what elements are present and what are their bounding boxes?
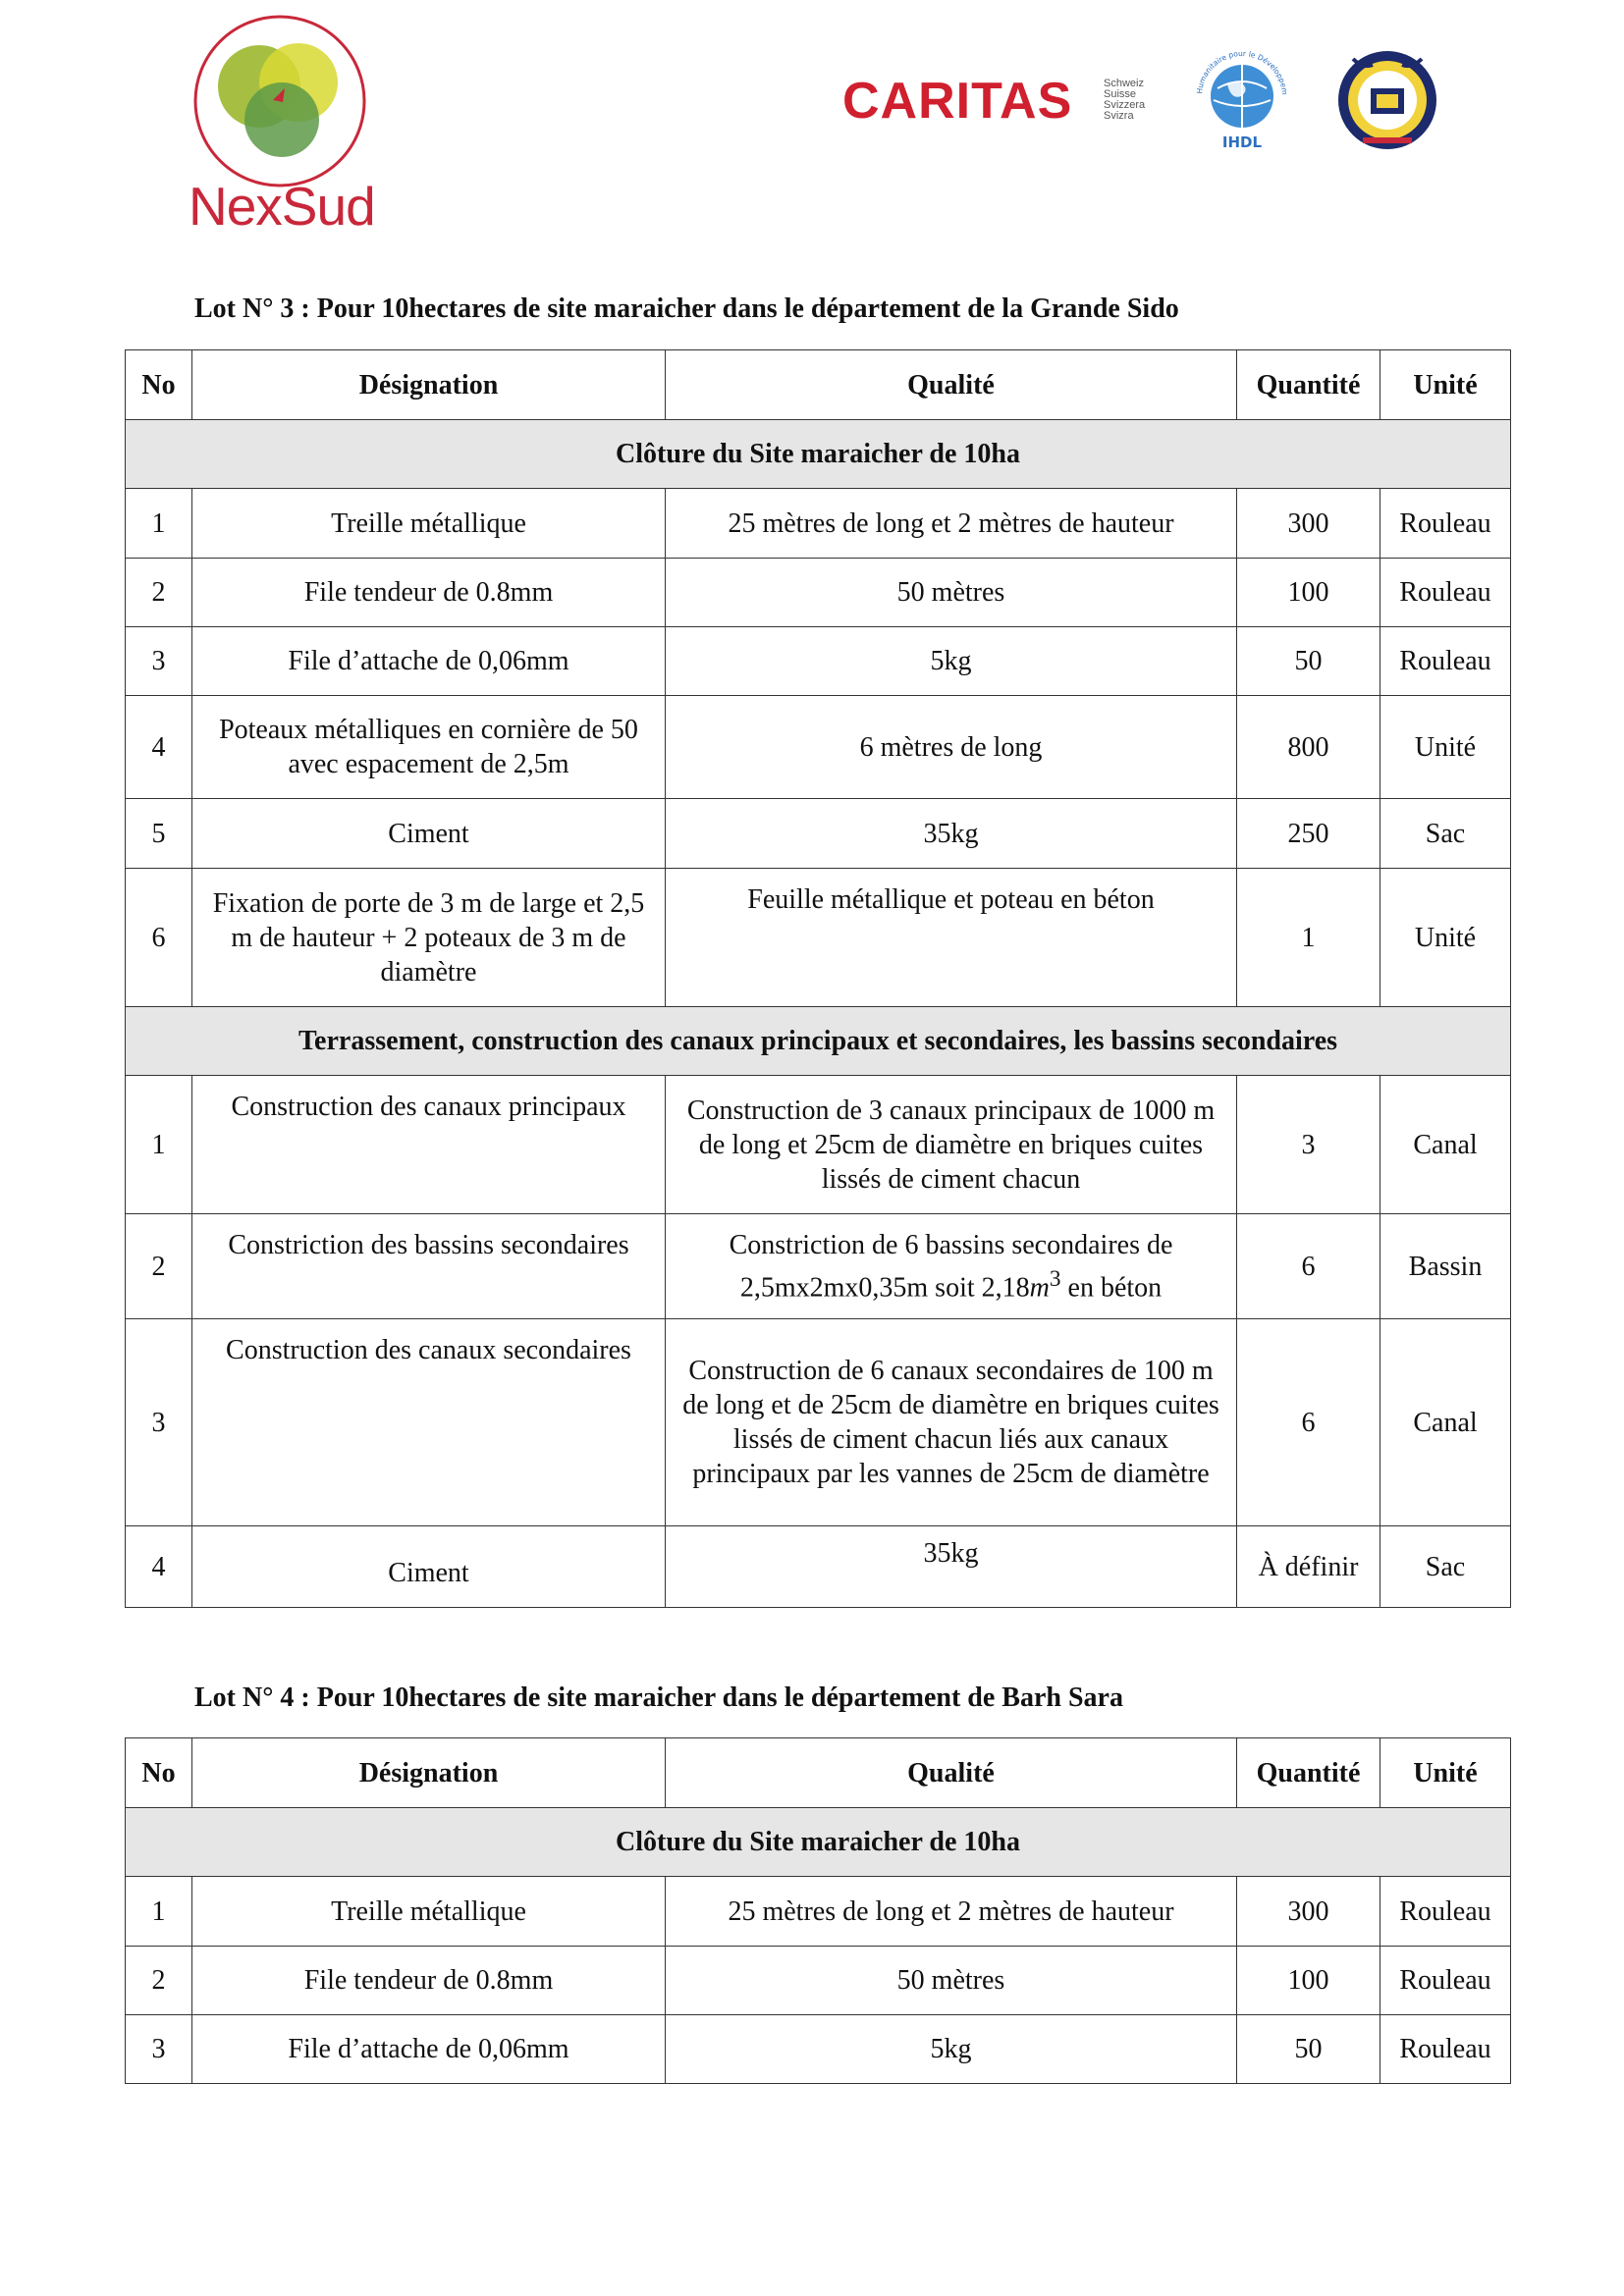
cell-no: 2 <box>126 1947 192 2015</box>
table-row <box>126 559 1511 627</box>
lot4-title: Lot N° 4 : Pour 10hectares de site maraicher dans le département de Barh Sara <box>194 1682 1123 1713</box>
column-header-designation: Désignation <box>192 1738 666 1808</box>
cell-unite: Rouleau <box>1380 559 1511 627</box>
cell-quantite: 800 <box>1237 696 1380 799</box>
cell-no: 6 <box>126 869 192 1007</box>
cell-quantite: 3 <box>1237 1076 1380 1214</box>
cell-no: 3 <box>126 1319 192 1526</box>
cell-unite: Bassin <box>1380 1214 1511 1319</box>
column-header-unite: Unité <box>1380 1738 1511 1808</box>
cell-quantite: 250 <box>1237 799 1380 869</box>
section-row <box>126 420 1511 489</box>
cell-quantite: 50 <box>1237 2015 1380 2084</box>
cell-no: 4 <box>126 696 192 799</box>
cell-quantite: 1 <box>1237 869 1380 1007</box>
cell-no: 4 <box>126 1526 192 1608</box>
nexsud-wordmark: NexSud <box>189 176 375 237</box>
caritas-languages: Schweiz Suisse Svizzera Svizra <box>1104 78 1146 122</box>
cell-quantite: 300 <box>1237 489 1380 559</box>
cell-unite: Unité <box>1380 869 1511 1007</box>
cell-designation: Fixation de porte de 3 m de large et 2,5 m de hauteur + 2 poteaux de 3 m de diamètre <box>192 869 666 1007</box>
table-row <box>126 489 1511 559</box>
cell-unite: Canal <box>1380 1319 1511 1526</box>
table-header-row <box>126 1738 1511 1808</box>
cell-qualite: 5kg <box>666 2015 1237 2084</box>
column-header-quantite: Quantité <box>1237 350 1380 420</box>
lot3-table <box>125 349 1511 1608</box>
cell-no: 1 <box>126 1076 192 1214</box>
lot4-table <box>125 1737 1511 2084</box>
cell-unite: Unité <box>1380 696 1511 799</box>
cell-no: 1 <box>126 1877 192 1947</box>
cell-qualite: Construction de 6 canaux secondaires de 100 m de long et de 25cm de diamètre en briques cuites lissés de ciment chacun liés aux canaux principaux par les vannes de 25cm de diamètre <box>666 1319 1237 1526</box>
cell-qualite: 5kg <box>666 627 1237 696</box>
cell-unite: Rouleau <box>1380 1947 1511 2015</box>
section-row <box>126 1007 1511 1076</box>
nexsud-emblem-icon <box>189 10 371 192</box>
column-header-no: No <box>126 350 192 420</box>
cell-qualite: 25 mètres de long et 2 mètres de hauteur <box>666 1877 1237 1947</box>
section-title: Terrassement, construction des canaux principaux et secondaires, les bassins secondaires <box>126 1007 1511 1076</box>
cell-unite: Sac <box>1380 799 1511 869</box>
svg-text:IHDL: IHDL <box>1221 133 1263 151</box>
table-header-row <box>126 350 1511 420</box>
cell-quantite: 300 <box>1237 1877 1380 1947</box>
column-header-qualite: Qualité <box>666 350 1237 420</box>
cell-unite: Rouleau <box>1380 1877 1511 1947</box>
table-row <box>126 1947 1511 2015</box>
lot3-title: Lot N° 3 : Pour 10hectares de site maraicher dans le département de la Grande Sido <box>194 294 1179 324</box>
cell-qualite: 6 mètres de long <box>666 696 1237 799</box>
cell-designation: File tendeur de 0.8mm <box>192 1947 666 2015</box>
cell-designation: File d’attache de 0,06mm <box>192 627 666 696</box>
cell-designation: Treille métallique <box>192 489 666 559</box>
column-header-no: No <box>126 1738 192 1808</box>
cell-no: 3 <box>126 2015 192 2084</box>
cell-designation: Construction des canaux secondaires <box>192 1319 666 1526</box>
cell-unite: Rouleau <box>1380 627 1511 696</box>
section-title: Clôture du Site maraicher de 10ha <box>126 1808 1511 1877</box>
cell-qualite: 50 mètres <box>666 559 1237 627</box>
column-header-designation: Désignation <box>192 350 666 420</box>
svg-text:Initiative Humanitaire pour le: Humanitaire pour le Développem <box>1195 48 1290 96</box>
section-row <box>126 1808 1511 1877</box>
cell-designation: File tendeur de 0.8mm <box>192 559 666 627</box>
cell-designation: Poteaux métalliques en cornière de 50 avec espacement de 2,5m <box>192 696 666 799</box>
cell-quantite: 100 <box>1237 1947 1380 2015</box>
cell-qualite: 50 mètres <box>666 1947 1237 2015</box>
seal-emblem-icon <box>1333 39 1441 157</box>
association-seal-logo <box>1333 39 1441 157</box>
cell-designation: Treille métallique <box>192 1877 666 1947</box>
column-header-unite: Unité <box>1380 350 1511 420</box>
cell-designation: File d’attache de 0,06mm <box>192 2015 666 2084</box>
column-header-qualite: Qualité <box>666 1738 1237 1808</box>
table-row <box>126 1076 1511 1214</box>
cell-quantite: 50 <box>1237 627 1380 696</box>
table-row <box>126 696 1511 799</box>
table-row <box>126 1319 1511 1526</box>
ihdl-globe-icon <box>1188 39 1296 157</box>
cell-qualite: Construction de 3 canaux principaux de 1000 m de long et 25cm de diamètre en briques cuites lissés de ciment chacun <box>666 1076 1237 1214</box>
table-row <box>126 627 1511 696</box>
cell-designation: Ciment <box>192 1526 666 1608</box>
cell-unite: Rouleau <box>1380 2015 1511 2084</box>
table-row <box>126 1214 1511 1319</box>
table-row <box>126 1526 1511 1608</box>
table-row <box>126 1877 1511 1947</box>
cell-qualite: 35kg <box>666 799 1237 869</box>
cell-unite: Canal <box>1380 1076 1511 1214</box>
cell-qualite: Constriction de 6 bassins secondaires de 2,5mx2mx0,35m soit $2,18m^3$ en béton <box>666 1214 1237 1319</box>
ihdl-logo <box>1188 39 1296 157</box>
cell-unite: Sac <box>1380 1526 1511 1608</box>
cell-designation: Constriction des bassins secondaires <box>192 1214 666 1319</box>
cell-designation: Ciment <box>192 799 666 869</box>
cell-no: 1 <box>126 489 192 559</box>
cell-no: 2 <box>126 559 192 627</box>
cell-unite: Rouleau <box>1380 489 1511 559</box>
cell-quantite: 6 <box>1237 1319 1380 1526</box>
table-row <box>126 869 1511 1007</box>
section-title: Clôture du Site maraicher de 10ha <box>126 420 1511 489</box>
cell-designation: Construction des canaux principaux <box>192 1076 666 1214</box>
caritas-wordmark: CARITAS <box>842 73 1073 130</box>
cell-no: 2 <box>126 1214 192 1319</box>
column-header-quantite: Quantité <box>1237 1738 1380 1808</box>
table-row <box>126 2015 1511 2084</box>
cell-no: 5 <box>126 799 192 869</box>
nexsud-logo <box>189 10 375 238</box>
cell-quantite: À définir <box>1237 1526 1380 1608</box>
table-row <box>126 799 1511 869</box>
cell-no: 3 <box>126 627 192 696</box>
cell-qualite: 35kg <box>666 1526 1237 1608</box>
cell-quantite: 6 <box>1237 1214 1380 1319</box>
cell-qualite: 25 mètres de long et 2 mètres de hauteur <box>666 489 1237 559</box>
cell-qualite: Feuille métallique et poteau en béton <box>666 869 1237 1007</box>
cell-quantite: 100 <box>1237 559 1380 627</box>
